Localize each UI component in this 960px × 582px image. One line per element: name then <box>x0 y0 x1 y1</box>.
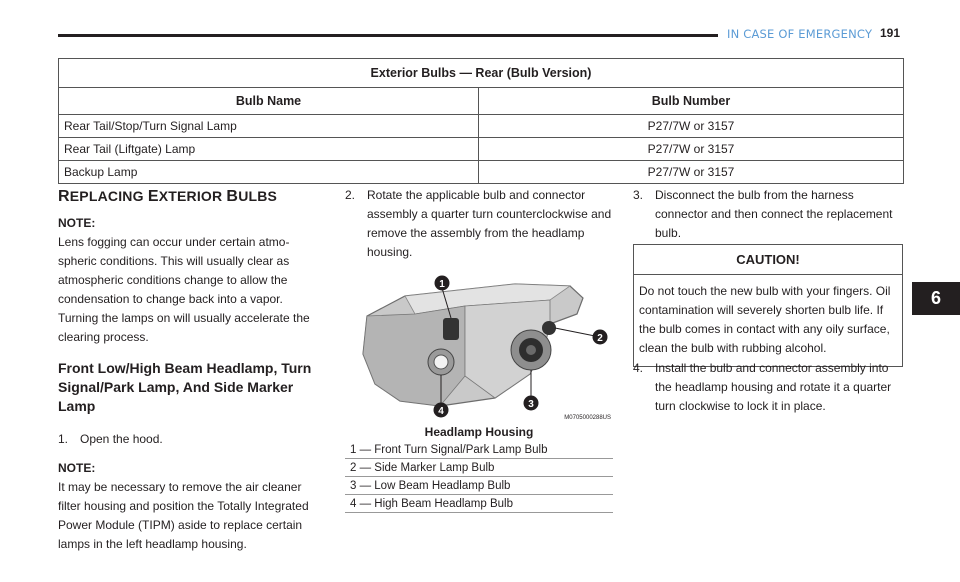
step-1: 1. Open the hood. <box>58 432 163 446</box>
callout-3 <box>524 396 539 411</box>
exterior-bulbs-table <box>58 58 904 184</box>
column-header-bulb-number: Bulb Number <box>479 88 904 115</box>
legend-item: 2 — Side Marker Lamp Bulb <box>345 459 613 477</box>
table-title: Exterior Bulbs — Rear (Bulb Version) <box>59 59 904 88</box>
caution-text: Do not touch the new bulb with your fingers. Oil contamination will severely shorten bulb life. If the bulb comes in contact with any oily surface, clean the bulb with rubbing alcohol. <box>639 284 891 355</box>
figure-code: M0705000288US <box>564 415 611 421</box>
note-text: Lens fogging can occur under certain atmo- spheric conditions. This will usually clear as atmospheric conditions change to allow the condensation to change back into a vapor. Turning the lamps on will usually accelerate the clearing process. <box>58 235 310 344</box>
page-number: 191 <box>880 26 901 40</box>
step-4: 4. Install the bulb and connector assembly into the headlamp housing and rotate it a quarter turn clockwise to lock it in place. <box>633 361 892 413</box>
subsection-heading: Front Low/High Beam Headlamp, Turn Signal/Park Lamp, And Side Marker Lamp <box>58 360 312 414</box>
svg-text:1: 1 <box>439 279 445 290</box>
table-cell: Rear Tail (Liftgate) Lamp <box>59 138 479 161</box>
callout-4 <box>434 403 449 418</box>
header-rule <box>58 34 718 37</box>
table-cell: P27/7W or 3157 <box>479 161 904 184</box>
note-text: It may be necessary to remove the air cleaner filter housing and position the Totally Integrated Power Module (TIPM) aside to replace certain lamps in the left headlamp housing. <box>58 480 309 551</box>
callout-2 <box>593 330 608 345</box>
table-cell: P27/7W or 3157 <box>479 138 904 161</box>
table-row <box>59 161 904 184</box>
legend-item: 4 — High Beam Headlamp Bulb <box>345 495 613 513</box>
column-header-bulb-name: Bulb Name <box>59 88 479 115</box>
table-row <box>59 115 904 138</box>
table-cell: P27/7W or 3157 <box>479 115 904 138</box>
caution-title: CAUTION! <box>634 245 902 275</box>
step-2: 2. Rotate the applicable bulb and connector assembly a quarter turn counterclockwise and remove the assembly from the headlamp housing. <box>345 188 612 259</box>
header-section-title: IN CASE OF EMERGENCY <box>727 27 873 41</box>
step-3: 3. Disconnect the bulb from the harness connector and then connect the replacement bulb. <box>633 188 893 240</box>
note-label: NOTE: <box>58 461 96 475</box>
section-heading: REPLACING EXTERIOR BULBS <box>58 188 278 205</box>
figure-caption: Headlamp Housing <box>424 425 534 439</box>
callout-1 <box>435 276 450 291</box>
chapter-tab[interactable]: 6 <box>912 282 960 315</box>
note-label: NOTE: <box>58 216 96 230</box>
legend-item: 1 — Front Turn Signal/Park Lamp Bulb <box>345 441 613 459</box>
caution-box <box>633 244 903 367</box>
figure-legend <box>345 441 613 513</box>
svg-text:4: 4 <box>438 406 444 417</box>
legend-item: 3 — Low Beam Headlamp Bulb <box>345 477 613 495</box>
svg-text:3: 3 <box>528 399 534 410</box>
table-cell: Rear Tail/Stop/Turn Signal Lamp <box>59 115 479 138</box>
table-cell: Backup Lamp <box>59 161 479 184</box>
table-row <box>59 138 904 161</box>
headlamp-housing-figure <box>345 266 613 426</box>
left-column <box>58 214 326 554</box>
svg-text:2: 2 <box>597 333 603 344</box>
